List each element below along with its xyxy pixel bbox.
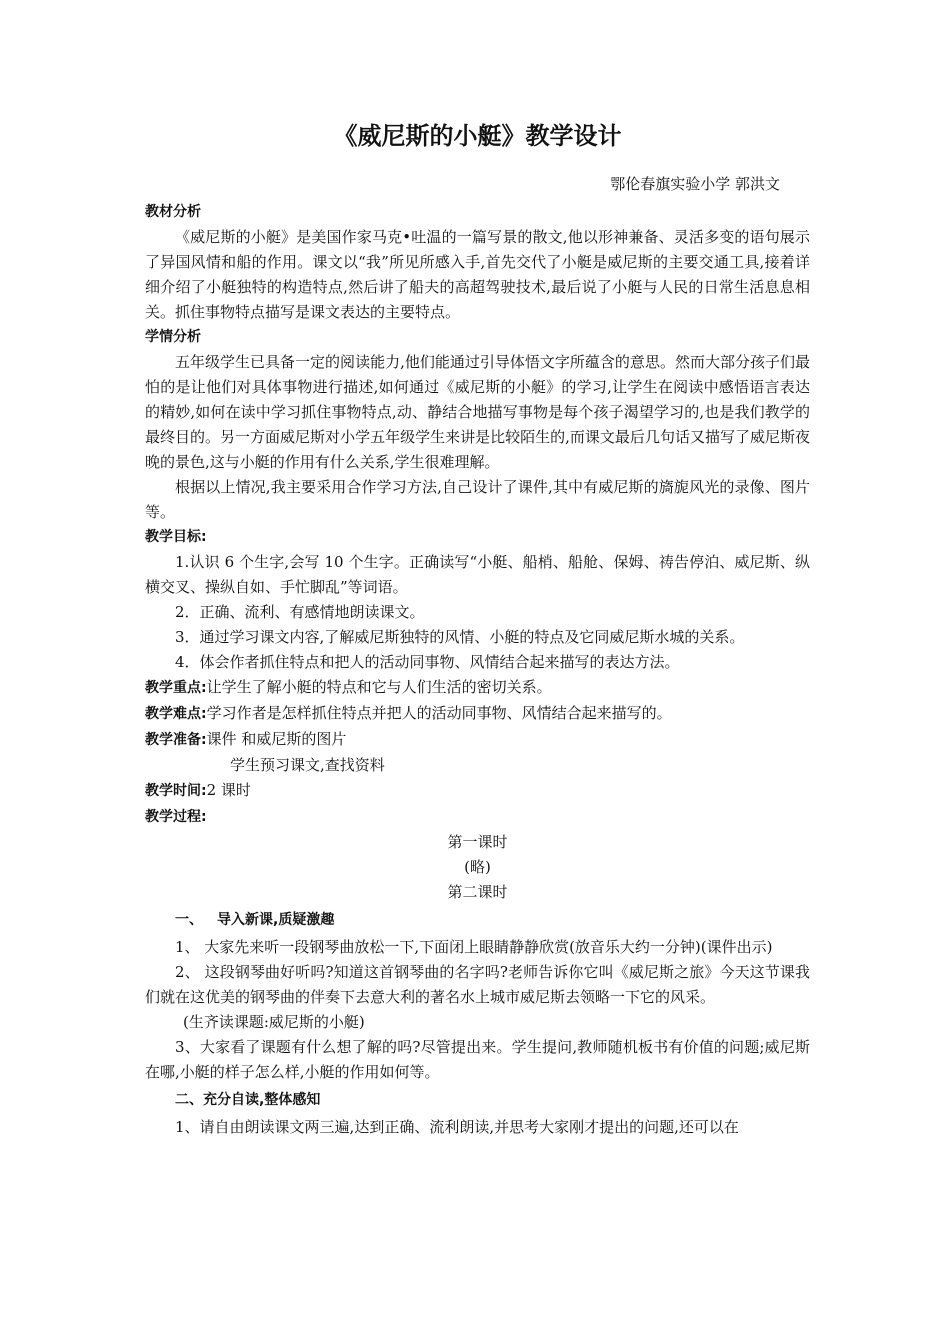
difficulty-line — [145, 701, 810, 727]
goal-item-1: 1.认识 6 个生字,会写 10 个生字。正确读写“小艇、船梢、船舱、保姆、祷告停泊、威尼斯、纵横交叉、操纵自如、手忙脚乱”等词语。 — [145, 553, 810, 596]
key-point-text: 让学生了解小艇的特点和它与人们生活的密切关系。 — [206, 678, 552, 696]
time-label: 教学时间: — [145, 783, 207, 799]
section-1-number: 一、 — [175, 912, 203, 928]
process-label: 教学过程: — [145, 809, 207, 825]
preparation-text-1: 课件 和威尼斯的图片 — [206, 730, 347, 748]
preparation-line — [145, 727, 810, 753]
material-heading: 教材分析 — [145, 204, 201, 220]
process-line — [145, 804, 810, 830]
section-1-paragraph-4: 3、大家看了课题有什么想了解的吗?尽管提出来。学生提问,教师随机板书有价值的问题;威尼斯在哪,小艇的样子怎么样,小艇的作用如何等。 — [145, 1038, 810, 1081]
preparation-text-2: 学生预习课文,查找资料 — [230, 756, 385, 774]
author-line: 鄂伦春旗实验小学 郭洪文 — [610, 175, 780, 193]
section-1-heading — [145, 905, 810, 935]
goal-item-4: 4．体会作者抓住特点和把人的活动同事物、风情结合起来描写的表达方法。 — [175, 653, 680, 671]
students-paragraph-2: 根据以上情况,我主要采用合作学习方法,自己设计了课件,其中有威尼斯的旖旎风光的录像、图片等。 — [145, 478, 810, 521]
difficulty-label: 教学难点: — [145, 706, 207, 722]
goal-item-3: 3．通过学习课文内容,了解威尼斯独特的风情、小艇的特点及它同威尼斯水城的关系。 — [175, 628, 745, 646]
section-1-paragraph-3: (生齐读课题:威尼斯的小艇) — [183, 1013, 365, 1031]
difficulty-text: 学习作者是怎样抓住特点并把人的活动同事物、风情结合起来描写的。 — [206, 704, 672, 722]
lesson-2-heading: 第二课时 — [447, 883, 508, 901]
key-point-label: 教学重点: — [145, 680, 207, 696]
goal-item-2: 2．正确、流利、有感情地朗读课文。 — [175, 603, 425, 621]
goals-heading: 教学目标: — [145, 529, 207, 545]
time-line — [145, 778, 810, 804]
document-title: 《威尼斯的小艇》教学设计 — [333, 122, 622, 150]
key-point-line — [145, 675, 810, 701]
lesson-1-heading: 第一课时 — [447, 833, 508, 851]
section-1-title: 导入新课,质疑激趣 — [217, 912, 335, 928]
preparation-label: 教学准备: — [145, 732, 207, 748]
section-1-paragraph-2: 2、 这段钢琴曲好听吗?知道这首钢琴曲的名字吗?老师告诉你它叫《威尼斯之旅》今天这节课我们就在这优美的钢琴曲的伴奏下去意大利的著名水上城市威尼斯去领略一下它的风采。 — [145, 963, 810, 1006]
students-heading: 学情分析 — [145, 329, 201, 345]
section-1-paragraph-1: 1、 大家先来听一段钢琴曲放松一下,下面闭上眼睛静静欣赏(放音乐大约一分钟)(课件出示) — [175, 938, 773, 956]
students-paragraph-1: 五年级学生已具备一定的阅读能力,他们能通过引导体悟文字所蕴含的意思。然而大部分孩子们最怕的是让他们对具体事物进行描述,如何通过《威尼斯的小艇》的学习,让学生在阅读中感悟语言表达的精妙,如何在读中学习抓住事物特点,动、静结合地描写事物是每个孩子渴望学习的,也是我们教学的最终目的。另一方面威尼斯对小学五年级学生来讲是比较陌生的,而课文最后几句话又描写了威尼斯夜晚的景色,这与小艇的作用有什么关系,学生很难理解。 — [145, 353, 810, 471]
section-2-heading: 二、充分自读,整体感知 — [175, 1092, 321, 1108]
time-text: 2 课时 — [206, 781, 251, 799]
lesson-1-omitted: (略) — [464, 858, 491, 876]
section-2-paragraph-1: 1、请自由朗读课文两三遍,达到正确、流利朗读,并思考大家刚才提出的问题,还可以在 — [175, 1118, 739, 1136]
material-paragraph: 《威尼斯的小艇》是美国作家马克•吐温的一篇写景的散文,他以形神兼备、灵活多变的语句展示了异国风情和船的作用。课文以“我”所见所感入手,首先交代了小艇是威尼斯的主要交通工具,接着详细介绍了小艇独特的构造特点,然后讲了船夫的高超驾驶技术,最后说了小艇与人民的日常生活息息相关。抓住事物特点描写是课文表达的主要特点。 — [145, 228, 810, 321]
